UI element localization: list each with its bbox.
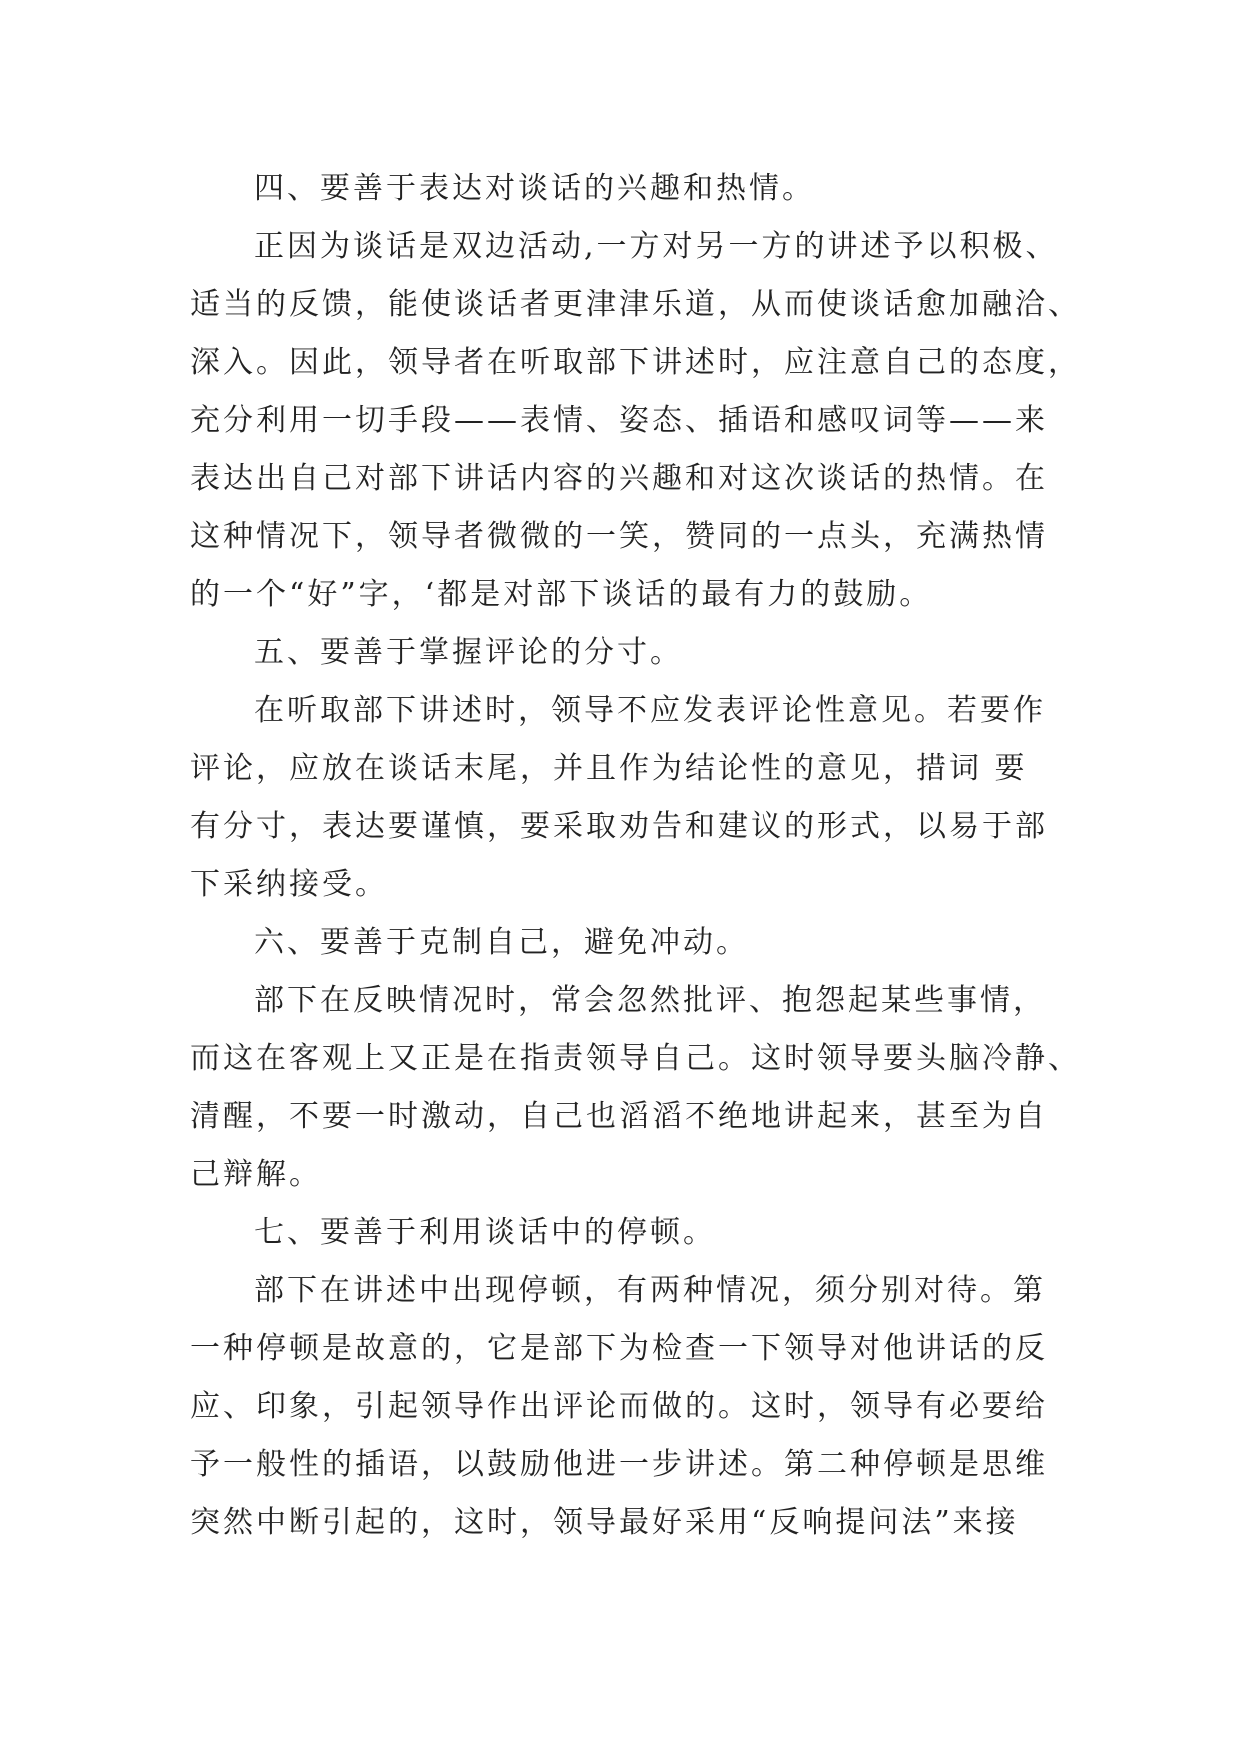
text-line: 部下在反映情况时，常会忽然批评、抱怨起某些事情， xyxy=(254,983,1046,1018)
document-page xyxy=(190,160,1081,1552)
text-line: 五、要善于掌握评论的分寸。 xyxy=(254,635,683,670)
text-line: 评论，应放在谈话末尾，并且作为结论性的意见，措词 要 xyxy=(190,751,1028,786)
text-line: 己辩解。 xyxy=(190,1157,322,1192)
text-line: 下采纳接受。 xyxy=(190,867,388,902)
text-line: 七、要善于利用谈话中的停顿。 xyxy=(254,1215,716,1250)
text-line: 应、印象，引起领导作出评论而做的。这时，领导有必要给 xyxy=(190,1389,1048,1424)
text-line: 部下在讲述中出现停顿，有两种情况，须分别对待。第 xyxy=(254,1273,1046,1308)
text-line: 清醒，不要一时激动，自己也滔滔不绝地讲起来，甚至为自 xyxy=(190,1099,1048,1134)
text-line: 一种停顿是故意的，它是部下为检查一下领导对他讲话的反 xyxy=(190,1331,1048,1366)
text-line: 适当的反馈，能使谈话者更津津乐道，从而使谈话愈加融洽、 xyxy=(190,287,1081,322)
text-line: 予一般性的插语，以鼓励他进一步讲述。第二种停顿是思维 xyxy=(190,1447,1048,1482)
text-line: 有分寸，表达要谨慎，要采取劝告和建议的形式，以易于部 xyxy=(190,809,1048,844)
text-line: 而这在客观上又正是在指责领导自己。这时领导要头脑冷静、 xyxy=(190,1041,1081,1076)
text-line: 六、要善于克制自己，避免冲动。 xyxy=(254,925,749,960)
text-line: 突然中断引起的，这时，领导最好采用“反响提问法”来接 xyxy=(190,1505,1019,1540)
text-line: 深入。因此，领导者在听取部下讲述时，应注意自己的态度， xyxy=(190,345,1081,380)
text-line: 表达出自己对部下讲话内容的兴趣和对这次谈话的热情。在 xyxy=(190,461,1048,496)
text-line: 在听取部下讲述时，领导不应发表评论性意见。若要作 xyxy=(254,693,1046,728)
text-line: 的一个“好”字，‘都是对部下谈话的最有力的鼓励。 xyxy=(190,577,933,612)
text-line: 充分利用一切手段——表情、姿态、插语和感叹词等——来 xyxy=(190,403,1048,438)
text-line: 这种情况下，领导者微微的一笑，赞同的一点头，充满热情 xyxy=(190,519,1048,554)
text-line: 四、要善于表达对谈话的兴趣和热情。 xyxy=(254,171,815,206)
text-line: 正因为谈话是双边活动,一方对另一方的讲述予以积极、 xyxy=(254,229,1059,264)
